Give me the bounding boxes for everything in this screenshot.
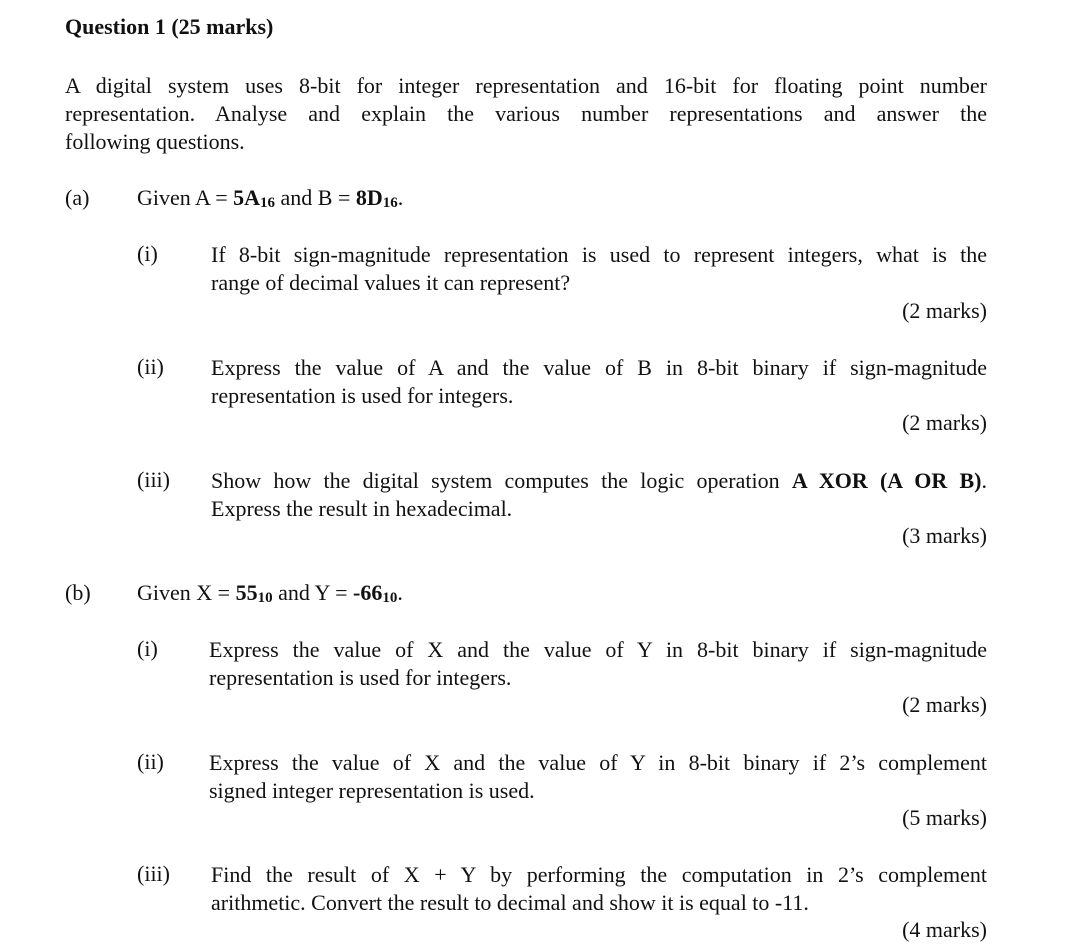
part-b-i-label: (i): [137, 636, 158, 661]
question-title: Question 1 (25 marks): [65, 14, 274, 39]
part-a-i-label: (i): [137, 241, 158, 266]
part-b-ii-marks: (5 marks): [902, 805, 987, 830]
part-a-ii-text: Express the value of A and the value of B in 8-bit binary if sign-magnitude representation is used for integers.: [211, 355, 987, 408]
intro-line: representation. Analyse and explain the various number representations and answer the: [65, 101, 987, 126]
value-b: $8D_{16}$: [355, 185, 398, 211]
part-b-given: Given $X = 55_{10}$ and $Y = -66_{10}$.: [137, 580, 403, 606]
value-a: $5A_{16}$: [233, 185, 276, 211]
value-y: $-66_{10}$: [353, 580, 398, 606]
part-b-i-marks: (2 marks): [902, 692, 987, 717]
part-a-iii-marks: (3 marks): [902, 523, 987, 548]
part-a-given: Given $A = 5A_{16}$ and $B = 8D_{16}$.: [137, 185, 404, 211]
value-x: $55_{10}$: [235, 580, 273, 606]
part-b-label: (b): [65, 580, 91, 605]
part-b-ii-label: (ii): [137, 749, 164, 774]
part-b-iii-label: (iii): [137, 861, 170, 886]
part-a-iii-text: Show how the digital system computes the logic operation A XOR (A OR B). Express the result in hexadecimal.: [211, 468, 987, 521]
part-b-iii-text: Find the result of X + Y by performing the computation in 2’s complement arithmetic. Convert the result to decimal and show it is equal to -11.: [211, 862, 987, 915]
part-b-ii-text: Express the value of X and the value of Y in 8-bit binary if 2’s complement signed integer representation is used.: [209, 750, 987, 803]
part-a-i-text: If 8-bit sign-magnitude representation is used to represent integers, what is the range of decimal values it can represent?: [211, 242, 987, 295]
part-b-i-text: Express the value of X and the value of Y in 8-bit binary if sign-magnitude representation is used for integers.: [209, 637, 987, 690]
intro-line: A digital system uses 8-bit for integer representation and 16-bit for floating point number: [65, 73, 987, 98]
logic-expression: A XOR (A OR B): [791, 468, 982, 493]
question-intro: [65, 72, 987, 156]
part-a-ii-label: (ii): [137, 354, 164, 379]
part-a-iii-label: (iii): [137, 467, 170, 492]
intro-line: following questions.: [65, 129, 245, 154]
part-a-label: (a): [65, 185, 90, 210]
part-b-iii-marks: (4 marks): [902, 917, 987, 942]
part-a-ii-marks: (2 marks): [902, 410, 987, 435]
part-a-i-marks: (2 marks): [902, 298, 987, 323]
